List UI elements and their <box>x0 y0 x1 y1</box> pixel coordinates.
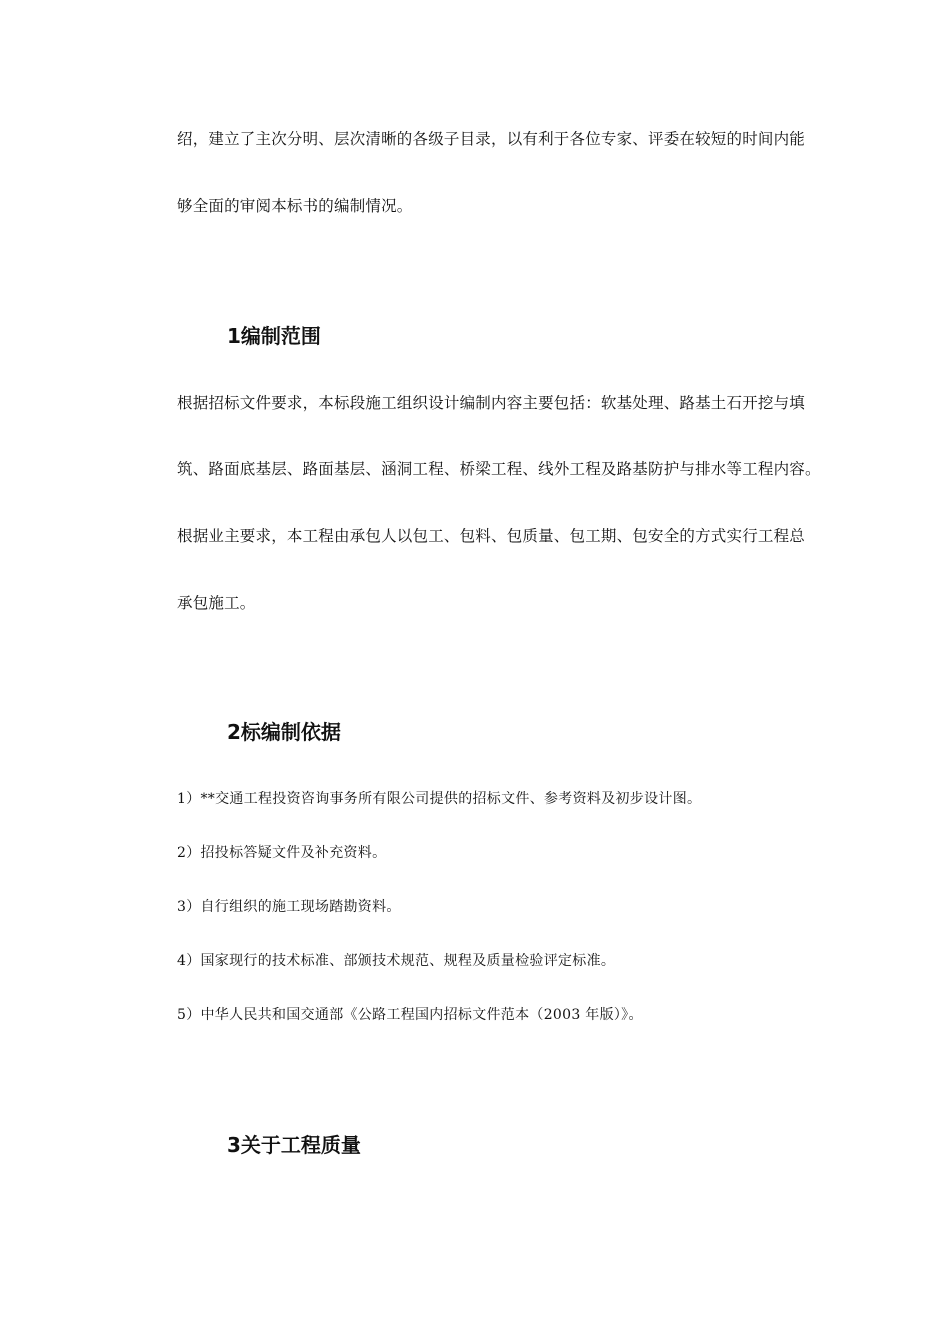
list-item: 5）中华人民共和国交通部《公路工程国内招标文件范本（2003 年版）》。 <box>177 1007 643 1023</box>
section-heading: 2标编制依据 <box>227 720 341 744</box>
paragraph-line: 承包施工。 <box>177 594 256 612</box>
list-item: 1）**交通工程投资咨询事务所有限公司提供的招标文件、参考资料及初步设计图。 <box>177 791 702 807</box>
section-heading: 1编制范围 <box>227 324 321 348</box>
paragraph-line: 根据业主要求，本工程由承包人以包工、包料、包质量、包工期、包安全的方式实行工程总 <box>177 527 806 545</box>
intro-line: 够全面的审阅本标书的编制情况。 <box>177 197 413 215</box>
paragraph-line: 根据招标文件要求，本标段施工组织设计编制内容主要包括：软基处理、路基土石开挖与填 <box>177 394 806 412</box>
intro-line: 绍，建立了主次分明、层次清晰的各级子目录，以有利于各位专家、评委在较短的时间内能 <box>177 130 806 148</box>
list-item: 3）自行组织的施工现场踏勘资料。 <box>177 899 401 915</box>
list-item: 4）国家现行的技术标准、部颁技术规范、规程及质量检验评定标准。 <box>177 953 616 969</box>
list-item: 2）招投标答疑文件及补充资料。 <box>177 845 387 861</box>
paragraph-line: 筑、路面底基层、路面基层、涵洞工程、桥梁工程、线外工程及路基防护与排水等工程内容。 <box>177 460 821 478</box>
section-heading: 3关于工程质量 <box>227 1133 361 1157</box>
